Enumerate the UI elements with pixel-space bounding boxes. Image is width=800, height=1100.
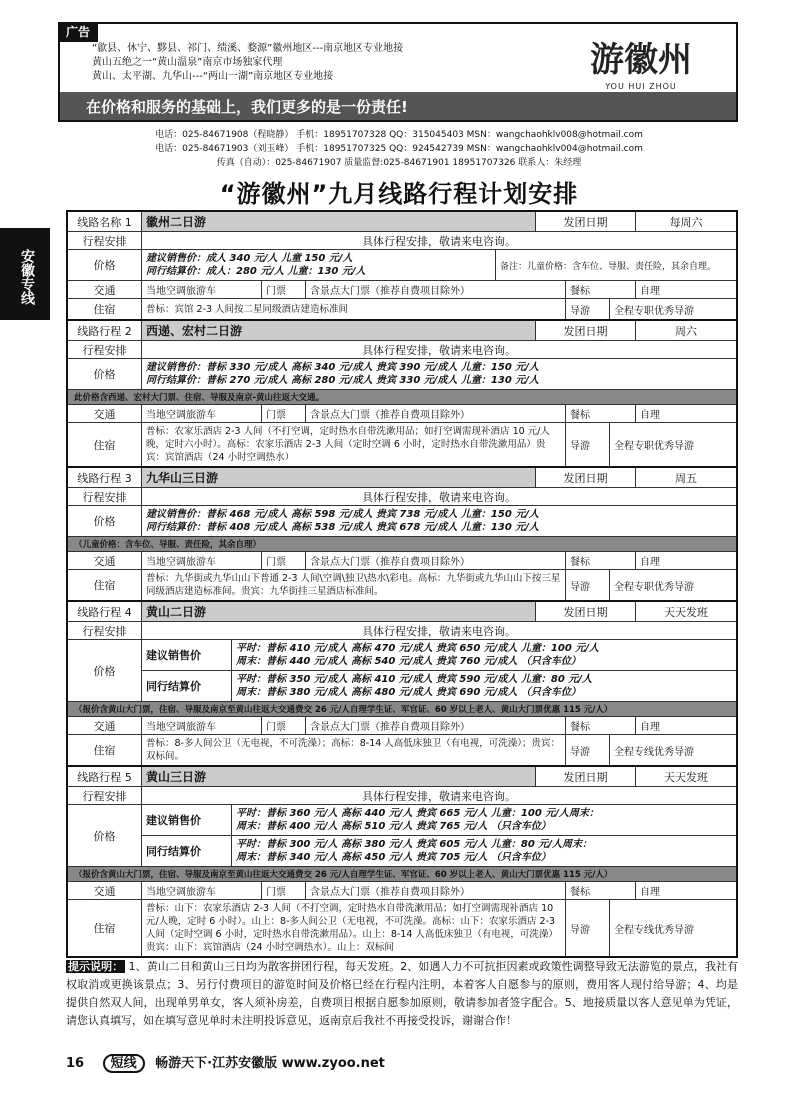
logo-en: YOU HUI ZHOU — [605, 82, 677, 91]
departure-label: 发团日期 — [536, 212, 636, 231]
price-line: 周末：普标 440 元/成人 高标 540 元/成人 贵宾 760 元/成人 （只含车位） — [236, 656, 581, 667]
meal-label: 餐标 — [566, 717, 636, 734]
price-sub-label: 同行结算价 — [142, 836, 232, 866]
hotel-label: 住宿 — [68, 900, 142, 956]
hotel-value: 普标：8-多人间公卫（无电视，不可洗澡）；高标：8-14 人高低床独卫（有电视，可洗澡）；贵宾：双标间。 — [142, 735, 566, 765]
ticket-label: 门票 — [262, 717, 306, 734]
price-sub-label: 建议销售价 — [142, 640, 232, 670]
departure-value: 每周六 — [669, 215, 703, 229]
traffic-value: 当地空调旅游车 — [142, 281, 262, 298]
meal-value: 自理 — [640, 557, 660, 568]
ticket-label: 门票 — [262, 281, 306, 298]
itinerary-label: 行程安排 — [68, 622, 142, 639]
page-number: 16 — [66, 1056, 85, 1071]
traffic-value: 当地空调旅游车 — [142, 882, 262, 899]
price-line: 建议销售价：普标 330 元/成人 高标 340 元/成人 贵宾 390 元/成人 儿童：150 元/人 — [146, 362, 539, 373]
route-label: 线路名称 1 — [68, 212, 142, 231]
price-label: 价格 — [68, 640, 142, 701]
traffic-label: 交通 — [68, 882, 142, 899]
route-label: 线路行程 4 — [68, 602, 142, 621]
meal-value: 自理 — [640, 286, 660, 297]
guide-label: 导游 — [566, 423, 610, 466]
price-line: 周末：普标 400 元/人 高标 510 元/人 贵宾 765 元/人 （只含车位） — [236, 821, 551, 832]
guide-value: 全程专线优秀导游 — [614, 746, 694, 758]
contact-line: 电话：025-84671903（刘玉峰） 手机：18951707325 QQ：924542739 MSN：wangchaohklv004@hotmail.com — [155, 144, 643, 154]
hotel-label: 住宿 — [68, 423, 142, 466]
price-label: 价格 — [68, 359, 142, 389]
itinerary-text: 具体行程安排，敬请来电咨询。 — [362, 490, 516, 504]
traffic-label: 交通 — [68, 717, 142, 734]
hotel-label: 住宿 — [68, 735, 142, 765]
meal-value: 自理 — [640, 887, 660, 898]
route-name: 黄山三日游 — [142, 767, 536, 786]
brand-logo — [566, 38, 716, 98]
price-line: 平时：普标 300 元/人 高标 380 元/人 贵宾 605 元/人 儿童：80 元/人周末： — [236, 839, 592, 850]
meal-value: 自理 — [640, 410, 660, 421]
price-line: 周末：普标 340 元/人 高标 450 元/人 贵宾 705 元/人 （只含车位） — [236, 852, 551, 863]
price-sub — [142, 640, 736, 701]
hotel-label: 住宿 — [68, 570, 142, 600]
slogan: 在价格和服务的基础上，我们更多的是一份责任! — [60, 92, 736, 122]
ticket-value: 含景点大门票（推荐自费项目除外） — [306, 281, 566, 298]
itinerary-label: 行程安排 — [68, 232, 142, 249]
header-line: 黄山、太平湖、九华山---“两山一湖”南京地区专业地接 — [92, 71, 334, 82]
ticket-value: 含景点大门票（推荐自费项目除外） — [306, 717, 566, 734]
itinerary-text: 具体行程安排，敬请来电咨询。 — [362, 343, 516, 357]
site-name: 畅游天下·江苏安徽版 www.zyoo.net — [155, 1056, 385, 1071]
meal-label: 餐标 — [566, 405, 636, 422]
ticket-value: 含景点大门票（推荐自费项目除外） — [306, 405, 566, 422]
route-label: 线路行程 2 — [68, 321, 142, 340]
departure-label: 发团日期 — [536, 468, 636, 487]
hotel-value: 普标：九华街或九华山山下普通 2-3 人间\空调\独卫\热水\彩电。高标：九华街或九华山山下按三星同级酒店建造标准间。贵宾：九华街挂三星酒店标准间。 — [142, 570, 566, 600]
ad-label: 广告 — [58, 22, 98, 42]
meal-value: 自理 — [640, 722, 660, 733]
price-label: 价格 — [68, 506, 142, 536]
route-name: 西递、宏村二日游 — [142, 321, 536, 340]
tips — [66, 958, 738, 1030]
itinerary-text: 具体行程安排，敬请来电咨询。 — [362, 624, 516, 638]
price-line: 建议销售价：成人 340 元/人 儿童 150 元/人 — [146, 253, 353, 264]
itinerary-label: 行程安排 — [68, 787, 142, 804]
departure-value: 周六 — [675, 324, 697, 338]
hotel-label: 住宿 — [68, 299, 142, 319]
itinerary-label: 行程安排 — [68, 341, 142, 358]
guide-label: 导游 — [566, 570, 610, 600]
side-tab: 安徽专线 — [0, 228, 50, 320]
contact-block — [66, 128, 732, 172]
header-lines — [92, 42, 403, 84]
itinerary-label: 行程安排 — [68, 488, 142, 505]
route-block — [68, 602, 736, 765]
traffic-value: 当地空调旅游车 — [142, 405, 262, 422]
guide-label: 导游 — [566, 900, 610, 956]
price-label: 价格 — [68, 250, 142, 280]
price-line: 平时：普标 350 元/成人 高标 410 元/成人 贵宾 590 元/成人 儿童：80 元/人 — [236, 674, 592, 685]
page-title: “游徽州”九月线路行程计划安排 — [219, 180, 579, 208]
route-name: 黄山二日游 — [142, 602, 536, 621]
route-label: 线路行程 3 — [68, 468, 142, 487]
route-note: （报价含黄山大门票，住宿、导服及南京至黄山往返大交通费交 26 元/人自理学生证、军官证、60 岁以上老人、黄山大门票优惠 115 元/人） — [68, 702, 736, 717]
contact-line: 电话：025-84671908（程晓静） 手机：18951707328 QQ：315045403 MSN：wangchaohklv008@hotmail.com — [155, 130, 643, 140]
ticket-label: 门票 — [262, 405, 306, 422]
ticket-label: 门票 — [262, 552, 306, 569]
route-name: 九华山三日游 — [142, 468, 536, 487]
departure-value: 天天发班 — [664, 770, 708, 784]
departure-value: 周五 — [675, 471, 697, 485]
header-line: 黄山五绝之一“黄山温泉”南京市场独家代理 — [92, 57, 283, 68]
advert-header — [58, 22, 738, 122]
traffic-label: 交通 — [68, 552, 142, 569]
price-line: 建议销售价：普标 468 元/成人 高标 598 元/成人 贵宾 738 元/成人 儿童：150 元/人 — [146, 509, 539, 520]
header-line: “歙县、休宁、黟县、祁门、绩溪、婺源”徽州地区---南京地区专业地接 — [92, 43, 404, 54]
route-label: 线路行程 5 — [68, 767, 142, 786]
ticket-value: 含景点大门票（推荐自费项目除外） — [306, 882, 566, 899]
price-sub — [142, 805, 736, 866]
price-line: 同行结算价：成人：280 元/人 儿童：130 元/人 — [146, 266, 366, 277]
route-name: 徽州二日游 — [142, 212, 536, 231]
tips-label: 提示说明： — [68, 960, 124, 973]
route-note: （报价含黄山大门票，住宿、导服及南京至黄山往返大交通费交 26 元/人自理学生证、军官证、60 岁以上老人、黄山大门票优惠 115 元/人） — [68, 867, 736, 882]
price-note: 备注：儿童价格：含车位、导服、责任险，其余自理。 — [500, 261, 717, 272]
logo-text: 游徽州 — [590, 40, 692, 80]
price-line: 同行结算价：普标 270 元/成人 高标 280 元/成人 贵宾 330 元/成人 儿童：130 元/人 — [146, 375, 539, 386]
departure-label: 发团日期 — [536, 602, 636, 621]
traffic-value: 当地空调旅游车 — [142, 717, 262, 734]
price-sub-label: 同行结算价 — [142, 671, 232, 701]
route-note: （儿童价格：含车位、导服、责任险，其余自理） — [68, 537, 736, 552]
guide-value: 全程专职优秀导游 — [614, 581, 694, 593]
route-note: 此价格含西递、宏村大门票、住宿、导服及南京-黄山往返大交通。 — [68, 390, 736, 405]
meal-label: 餐标 — [566, 552, 636, 569]
meal-label: 餐标 — [566, 882, 636, 899]
itinerary-text: 具体行程安排，敬请来电咨询。 — [362, 234, 516, 248]
guide-label: 导游 — [566, 299, 610, 319]
price-line: 周末：普标 380 元/成人 高标 480 元/成人 贵宾 690 元/成人 （只含车位） — [236, 687, 581, 698]
section-badge: 短线 — [103, 1054, 145, 1073]
tips-text: 1、黄山二日和黄山三日均为散客拼团行程，每天发班。2、如遇人力不可抗拒因素或政策性调整导致无法游览的景点，我社有权取消或更换该景点；3、另行付费项目的游览时间及价格已经在行程内注明，本着客人自愿参与的原则，费用客人现付给导游；4、均是提供自然双人间，出现单男单女，客人须补房差，自费项目根据自愿参加原则，敬请参加者签字配合。5、地接质量以客人意见单为凭证，请您认真填写，如在填写意见单时未注明投诉意见，返南京后我社不再接受投诉，谢谢合作！ — [66, 960, 739, 1027]
departure-value: 天天发班 — [664, 605, 708, 619]
guide-label: 导游 — [566, 735, 610, 765]
routes-table — [66, 210, 738, 958]
price-sub-label: 建议销售价 — [142, 805, 232, 835]
ticket-value: 含景点大门票（推荐自费项目除外） — [306, 552, 566, 569]
price-line: 平时：普标 360 元/人 高标 440 元/人 贵宾 665 元/人 儿童：100 元/人周末： — [236, 808, 599, 819]
route-block — [68, 767, 736, 956]
contact-line: 传真（自动）：025-84671907 质量监督:025-84671901 18951707326 联系人：朱经理 — [216, 158, 582, 168]
price-line: 同行结算价：普标 408 元/成人 高标 538 元/成人 贵宾 678 元/成人 儿童：130 元/人 — [146, 522, 539, 533]
guide-value: 全程专线优秀导游 — [614, 924, 694, 936]
guide-value: 全程专职优秀导游 — [614, 305, 694, 317]
price-line: 平时：普标 410 元/成人 高标 470 元/成人 贵宾 650 元/成人 儿童：100 元/人 — [236, 643, 599, 654]
route-block — [68, 212, 736, 319]
footer — [66, 1052, 385, 1071]
price-label: 价格 — [68, 805, 142, 866]
hotel-value: 普标：山下：农家乐酒店 2-3 人间（不打空调，定时热水自带洗漱用品；如打空调需现补酒店 10 元/人晚，定时 6 小时）。山上：8-多人间公卫（无电视，不可洗澡。高标：山下：农家乐酒店 2-3 人间（定时空调 6 小时，定时热水自带洗漱用品）。山上：8-14 人高低床独卫（有电视，可洗澡）贵宾：山下：宾馆酒店（24 小时空调热水）。山上：双标间 — [142, 900, 566, 956]
hotel-value: 普标：宾馆 2-3 人间按二星同级酒店建造标准间 — [142, 299, 566, 319]
ticket-label: 门票 — [262, 882, 306, 899]
departure-label: 发团日期 — [536, 767, 636, 786]
hotel-value: 普标：农家乐酒店 2-3 人间（不打空调，定时热水自带洗漱用品；如打空调需现补酒店 10 元/人晚，定时六小时）。高标：农家乐酒店 2-3 人间（定时空调 6 小时，定时热水自带洗漱用品）贵宾：宾馆酒店（24 小时空调热水） — [142, 423, 566, 466]
route-block — [68, 321, 736, 466]
meal-label: 餐标 — [566, 281, 636, 298]
traffic-label: 交通 — [68, 405, 142, 422]
route-block — [68, 468, 736, 600]
traffic-label: 交通 — [68, 281, 142, 298]
itinerary-text: 具体行程安排，敬请来电咨询。 — [362, 789, 516, 803]
traffic-value: 当地空调旅游车 — [142, 552, 262, 569]
departure-label: 发团日期 — [536, 321, 636, 340]
guide-value: 全程专职优秀导游 — [614, 441, 694, 452]
